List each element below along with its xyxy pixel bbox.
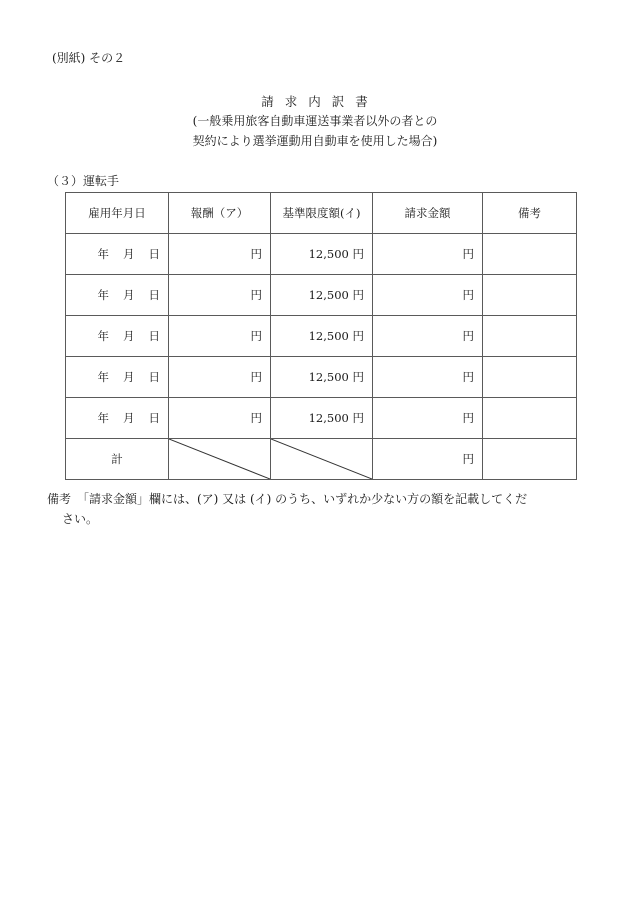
- employment-date-cell[interactable]: [66, 234, 169, 275]
- claim-amount-cell[interactable]: 円: [373, 357, 483, 398]
- table-row: [66, 275, 577, 316]
- month-unit: 月: [123, 329, 135, 343]
- employment-date-cell[interactable]: [66, 275, 169, 316]
- year-unit: 年: [97, 370, 109, 384]
- footnote-line2: さい。: [62, 512, 99, 526]
- column-header-remarks: 備考: [483, 193, 577, 234]
- limit-cell: 12,500 円: [271, 316, 373, 357]
- fee-cell[interactable]: 円: [169, 316, 271, 357]
- day-unit: 日: [148, 411, 160, 425]
- total-label: 計: [66, 439, 169, 480]
- limit-cell: 12,500 円: [271, 275, 373, 316]
- document-title: 請求内訳書: [261, 94, 379, 109]
- limit-cell: 12,500 円: [271, 234, 373, 275]
- employment-date-cell[interactable]: [66, 398, 169, 439]
- limit-total-crossed-cell: [271, 439, 373, 480]
- diagonal-slash-icon: [271, 439, 372, 479]
- year-unit: 年: [97, 329, 109, 343]
- day-unit: 日: [148, 247, 160, 261]
- limit-cell: 12,500 円: [271, 357, 373, 398]
- footnote: [47, 489, 587, 529]
- claim-amount-cell[interactable]: 円: [373, 234, 483, 275]
- month-unit: 月: [123, 247, 135, 261]
- day-unit: 日: [148, 329, 160, 343]
- total-row: [66, 439, 577, 480]
- diagonal-slash-icon: [169, 439, 270, 479]
- column-header-employment-date: 雇用年月日: [66, 193, 169, 234]
- day-unit: 日: [148, 370, 160, 384]
- year-unit: 年: [97, 411, 109, 425]
- column-header-claim-amount: 請求金額: [373, 193, 483, 234]
- document-subtitle-line1: (一般乗用旅客自動車運送事業者以外の者との: [192, 114, 438, 128]
- document-subtitle-line2: 契約により選挙運動用自動車を使用した場合): [192, 134, 438, 148]
- column-header-limit: 基準限度額(イ): [271, 193, 373, 234]
- section-heading: （３）運転手: [47, 174, 120, 188]
- attachment-label: (別紙) その２: [52, 51, 126, 65]
- remarks-cell[interactable]: [483, 357, 577, 398]
- table-row: [66, 398, 577, 439]
- month-unit: 月: [123, 370, 135, 384]
- claim-breakdown-table: [65, 192, 577, 480]
- month-unit: 月: [123, 411, 135, 425]
- limit-cell: 12,500 円: [271, 398, 373, 439]
- claim-amount-cell[interactable]: 円: [373, 275, 483, 316]
- claim-total-cell[interactable]: 円: [373, 439, 483, 480]
- fee-total-crossed-cell: [169, 439, 271, 480]
- fee-cell[interactable]: 円: [169, 234, 271, 275]
- year-unit: 年: [97, 247, 109, 261]
- remarks-cell[interactable]: [483, 234, 577, 275]
- employment-date-cell[interactable]: [66, 357, 169, 398]
- fee-cell[interactable]: 円: [169, 357, 271, 398]
- remarks-total-cell[interactable]: [483, 439, 577, 480]
- column-header-fee: 報酬（ア）: [169, 193, 271, 234]
- claim-amount-cell[interactable]: 円: [373, 316, 483, 357]
- employment-date-cell[interactable]: [66, 316, 169, 357]
- fee-cell[interactable]: 円: [169, 398, 271, 439]
- year-unit: 年: [97, 288, 109, 302]
- table-row: [66, 357, 577, 398]
- table-row: [66, 316, 577, 357]
- month-unit: 月: [123, 288, 135, 302]
- remarks-cell[interactable]: [483, 275, 577, 316]
- table-row: [66, 234, 577, 275]
- remarks-cell[interactable]: [483, 316, 577, 357]
- footnote-line1: 備考 「請求金額」欄には、(ア) 又は (イ) のうち、いずれか少ない方の額を記載してくだ: [47, 492, 528, 506]
- remarks-cell[interactable]: [483, 398, 577, 439]
- table-header-row: [66, 193, 577, 234]
- day-unit: 日: [148, 288, 160, 302]
- fee-cell[interactable]: 円: [169, 275, 271, 316]
- claim-amount-cell[interactable]: 円: [373, 398, 483, 439]
